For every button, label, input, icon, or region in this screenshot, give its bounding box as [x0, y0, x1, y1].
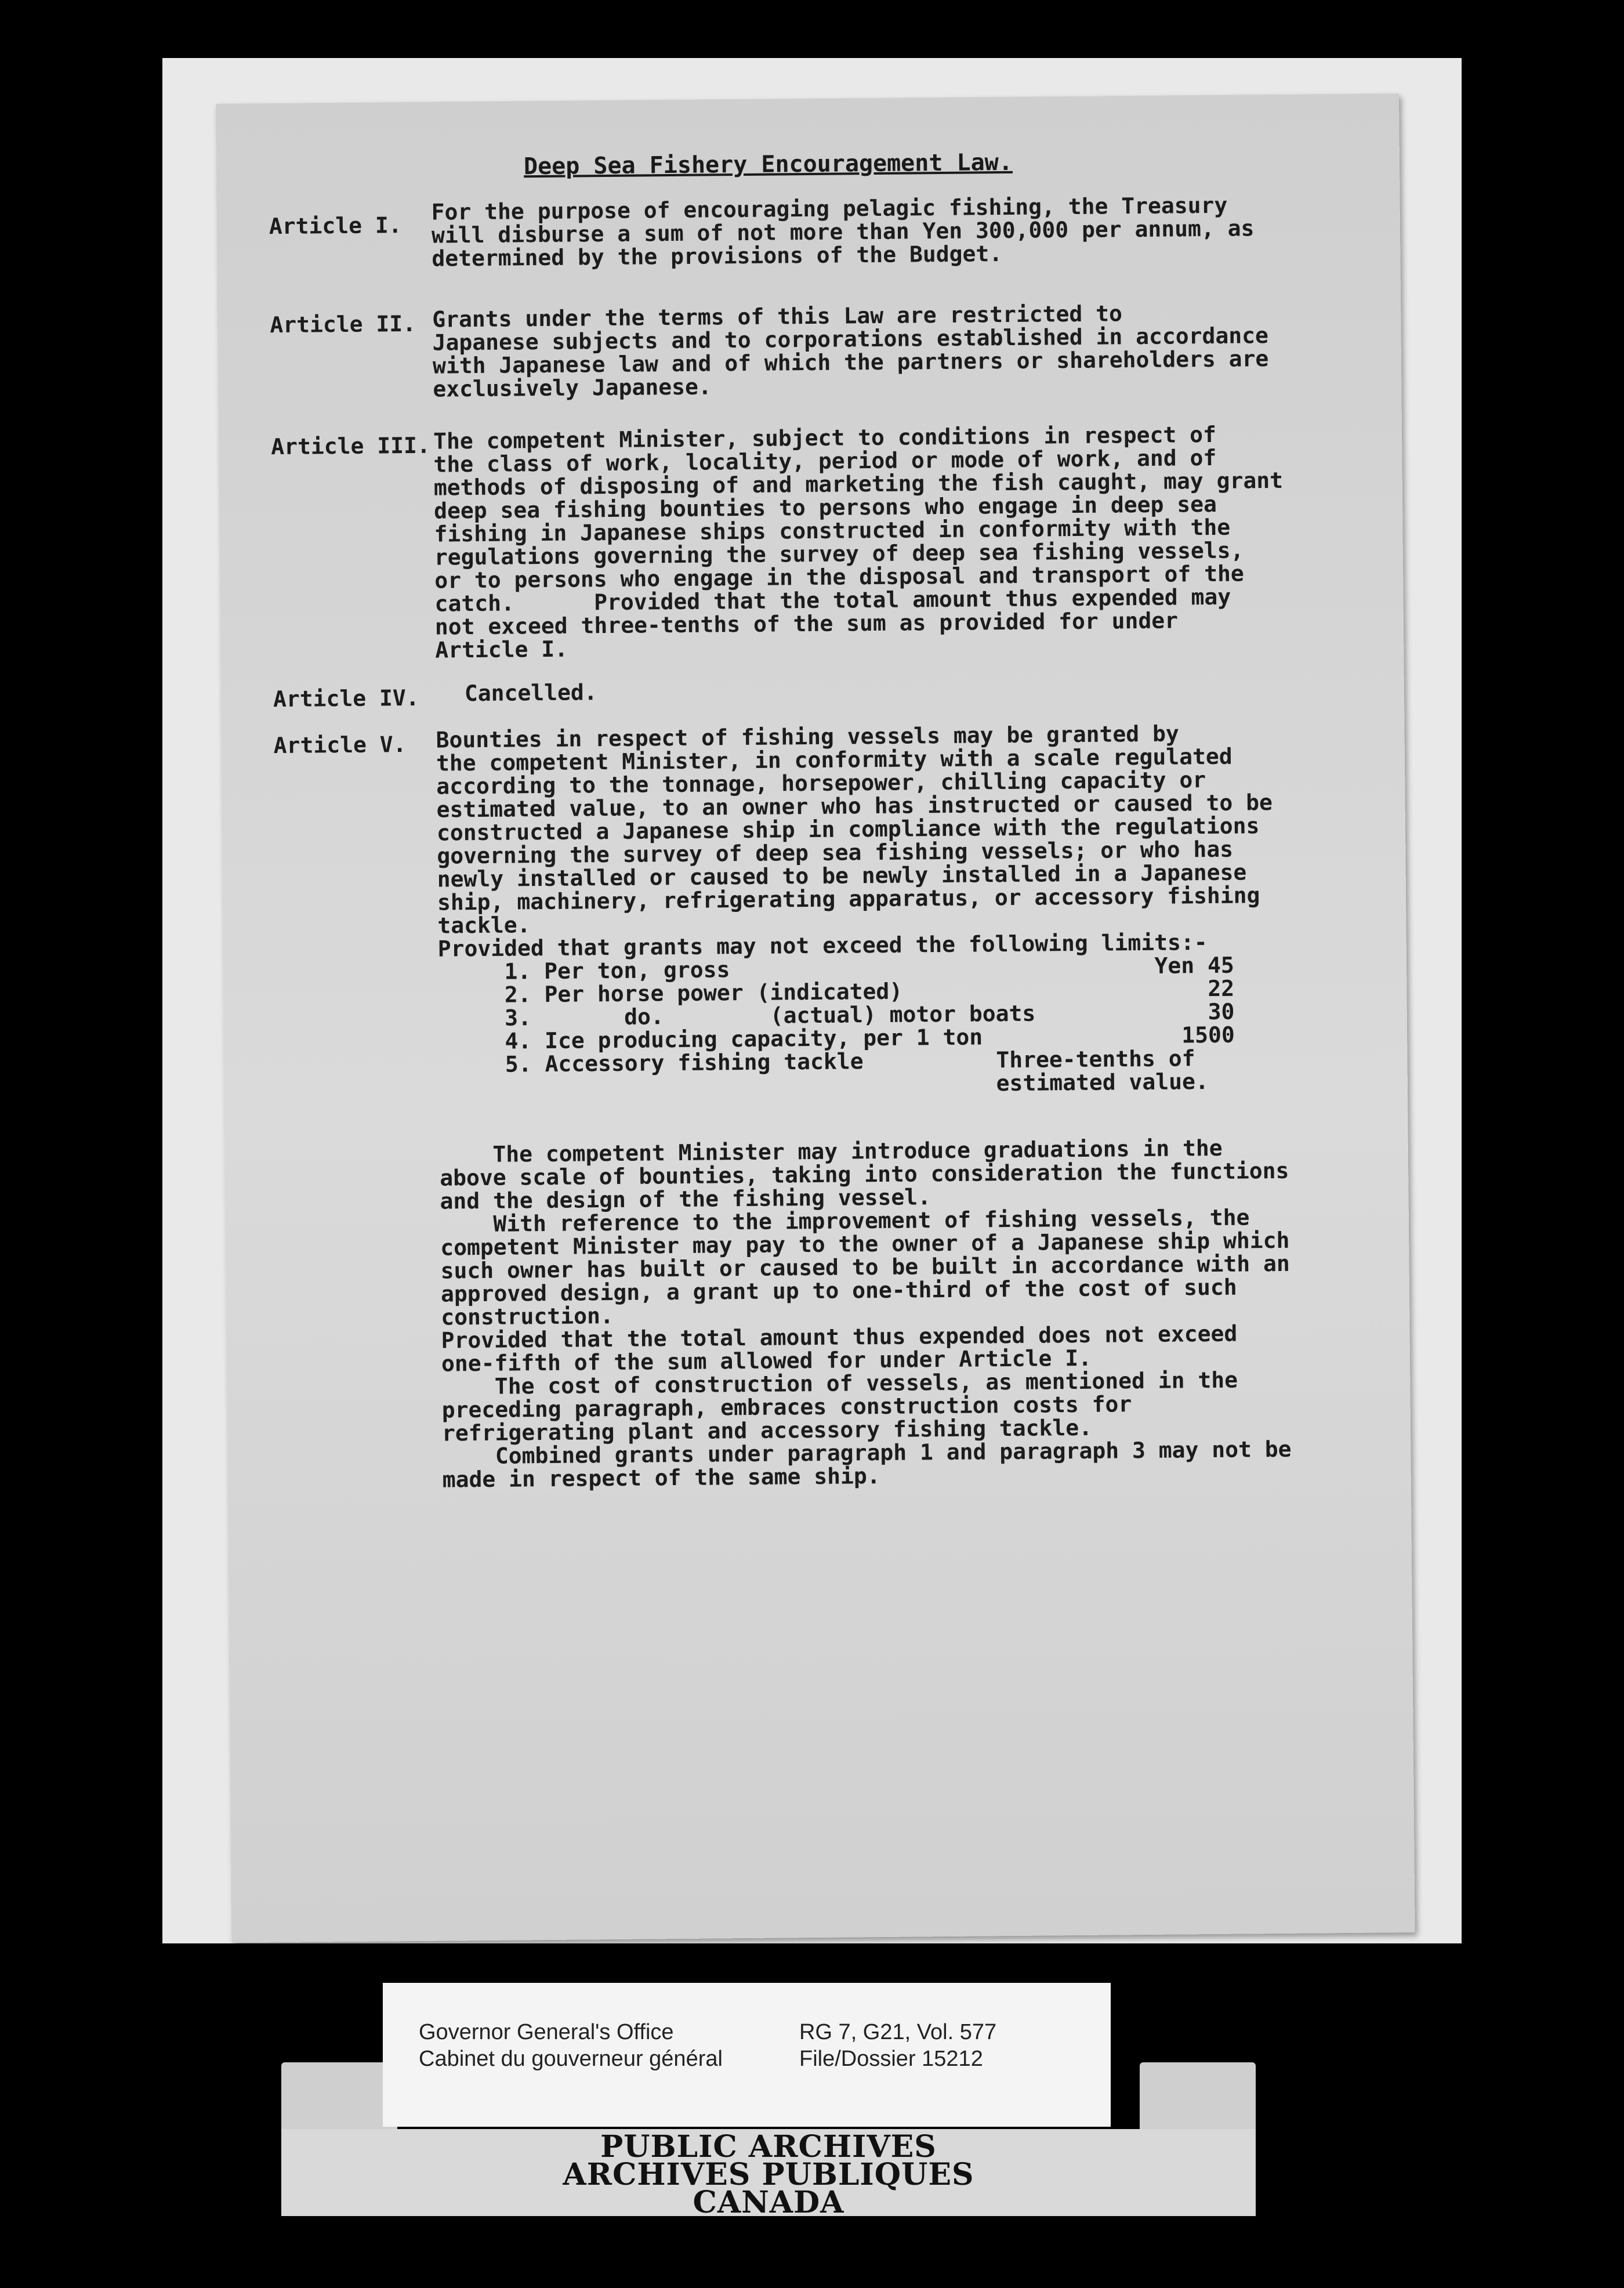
document-title: Deep Sea Fishery Encouragement Law.	[523, 149, 1013, 180]
archives-stamp	[281, 2129, 1256, 2220]
article-3-label: Article III.	[271, 432, 430, 460]
office-en: Governor General's Office	[419, 2020, 674, 2044]
article-2-label: Article II.	[270, 310, 416, 338]
stamp-line-3: CANADA	[693, 2185, 844, 2220]
office-fr: Cabinet du gouverneur général	[419, 2047, 723, 2071]
document-page	[216, 93, 1415, 1943]
stamp-line-2: ARCHIVES PUBLIQUES	[563, 2157, 974, 2192]
article-1-label: Article I.	[269, 212, 402, 240]
article-5-label: Article V.	[273, 732, 407, 759]
article-3-text: The competent Minister, subject to conditions in respect of the class of work, locality, period or mode of work, and of methods of disposing of and marketing the fish caught, may grant deep sea fishing bounties to persons who engage in deep sea fishing in Japanese ships constructed in conformity with the regulations governing the survey of deep sea fishing vessels, or to persons who engage in the disposal and transport of the catch. Provided that the total amount thus expended may not exceed three-tenths of the sum as provided for under Article I.	[433, 421, 1284, 663]
article-5-continuation: The competent Minister may introduce graduations in the above scale of bounties, taking into consideration the functions and the design of the fishing vessel. With reference to the improvement of fishing vessels, the competent Minister may pay to the owner of a Japanese ship which such owner has built or caused to be built in accordance with an approved design, a grant up to one-third of the cost of such construction. Provided that the total amount thus expended does not exceed one-fifth of the sum allowed for under Article I. The cost of construction of vessels, as mentioned in the preceding paragraph, embraces construction costs for refrigerating plant and accessory fishing tackle. Combined grants under paragraph 1 and paragraph 3 may not be made in respect of the same ship.	[439, 1135, 1292, 1493]
archive-reference-card	[383, 1983, 1111, 2127]
article-1-text: For the purpose of encouraging pelagic fishing, the Treasury will disburse a sum of not more than Yen 300,000 per annum, as determined by the provisions of the Budget.	[431, 192, 1255, 271]
article-4-label: Article IV.	[273, 685, 419, 712]
article-4-text: Cancelled.	[464, 679, 597, 707]
stamp-line-1: PUBLIC ARCHIVES	[600, 2129, 937, 2164]
article-5-text: Bounties in respect of fishing vessels may be granted by the competent Minister, in conformity with a scale regulated according to the tonnage, horsepower, chilling capacity or estimated value, to an owner who has instructed or caused to be constructed a Japanese ship in compliance with the regulations governing the survey of deep sea fishing vessels; or who has newly installed or caused to be newly installed in a Japanese ship, machinery, refrigerating apparatus, or accessory fishing tackle. Provided that grants may not exceed the following limits:- 1. Per ton, gross Yen 45 2. Per horse power (indicated) 22 3. do. (actual) motor boats 30 4. Ice producing capacity, per 1 ton 1500 5. Accessory fishing tackle Three-tenths of estimated value.	[436, 721, 1273, 1101]
article-2-text: Grants under the terms of this Law are restricted to Japanese subjects and to corporations established in accordance with Japanese law and of which the partners or shareholders are exclusively Japanese.	[432, 301, 1269, 402]
record-group-reference: RG 7, G21, Vol. 577	[799, 2020, 997, 2044]
file-number: File/Dossier 15212	[799, 2047, 983, 2071]
